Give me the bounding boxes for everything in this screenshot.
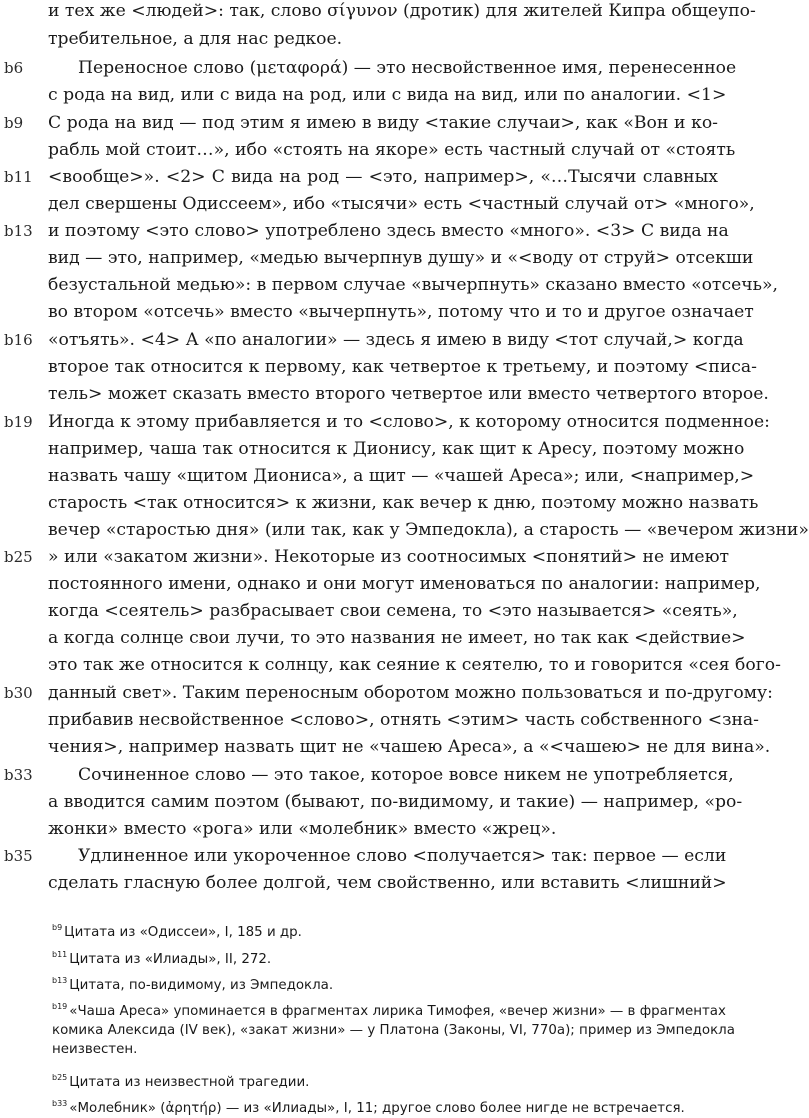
text-line: С рода на вид — под этим я имею в виду <такие случаи>, как «Вон и ко-	[48, 113, 718, 133]
text-line: постоянного имени, однако и они могут именоваться по аналогии: например,	[48, 574, 761, 594]
text-line: во втором «отсечь» вместо «вычерпнуть», потому что и то и другое означает	[48, 302, 754, 322]
margin-line-number: b35	[4, 847, 33, 865]
margin-line-number: b30	[4, 684, 33, 702]
text-line: Переносное слово (μεταφορά) — это несвойственное имя, перенесенное	[78, 58, 737, 78]
text-line: Иногда к этому прибавляется и то <слово>, к которому относится подменное:	[48, 412, 770, 432]
text-line: второе так относится к первому, как четвертое к третьему, и поэтому <писа-	[48, 357, 757, 377]
footnote-text: Цитата из «Илиады», II, 272.	[69, 952, 272, 967]
margin-line-number: b19	[4, 413, 33, 431]
text-line: вечер «старостью дня» (или так, как у Эмпедокла), а старость — «вечером жизни»	[48, 520, 809, 540]
footnote-text: «Чаша Ареса» упоминается в фрагментах лирика Тимофея, «вечер жизни» — в фрагментах	[69, 1004, 726, 1019]
margin-line-number: b11	[4, 168, 33, 186]
footnote-text: «Молебник» (ἀρητήρ) — из «Илиады», I, 11; другое слово более нигде не встречается.	[69, 1101, 685, 1116]
text-line: прибавив несвойственное <слово>, отнять <этим> часть собственного <зна-	[48, 710, 759, 730]
text-line: жонки» вместо «рога» или «молебник» вместо «жрец».	[48, 819, 557, 839]
text-line: Сочиненное слово — это такое, которое вовсе никем не употребляется,	[78, 765, 734, 785]
margin-line-number: b13	[4, 222, 33, 240]
text-line: и поэтому <это слово> употреблено здесь вместо «много». <3> С вида на	[48, 221, 729, 241]
text-line: требительное, а для нас редкое.	[48, 29, 343, 49]
footnote	[52, 1068, 718, 1092]
footnote-ref: b11	[52, 950, 68, 959]
text-line: Удлиненное или укороченное слово <получается> так: первое — если	[78, 846, 727, 866]
margin-line-number: b16	[4, 331, 33, 349]
margin-line-number: b9	[4, 114, 24, 132]
text-line: рабль мой стоит…», ибо «стоять на якоре» есть частный случай от «стоять	[48, 140, 736, 160]
text-line: вид — это, например, «медью вычерпнув душу» и «<воду от струй> отсекши	[48, 248, 754, 268]
text-line: и тех же <людей>: так, слово σίγυνον (дротик) для жителей Кипра общеупо-	[48, 1, 756, 21]
footnote	[52, 918, 718, 942]
margin-line-number: b6	[4, 59, 24, 77]
text-line: тель> может сказать вместо второго четвертое или вместо четвертого второе.	[48, 384, 769, 404]
footnote	[52, 971, 718, 995]
text-line: это так же относится к солнцу, как сеяние к сеятелю, то и говорится «сея бого-	[48, 655, 781, 675]
footnote-text: Цитата, по-видимому, из Эмпедокла.	[69, 978, 334, 993]
text-line: старость <так относится> к жизни, как вечер к дню, поэтому можно назвать	[48, 493, 759, 513]
text-line: <вообще>». <2> С вида на род — <это, например>, «…Тысячи славных	[48, 167, 718, 187]
footnote-text: Цитата из «Одиссеи», I, 185 и др.	[64, 925, 302, 940]
text-line: с рода на вид, или с вида на род, или с вида на вид, или по аналогии. <1>	[48, 85, 727, 105]
footnote-ref: b13	[52, 976, 68, 985]
text-line: » или «закатом жизни». Некоторые из соотносимых <понятий> не имеют	[48, 547, 730, 567]
text-line: назвать чашу «щитом Диониса», а щит — «чашей Ареса»; или, <например,>	[48, 466, 755, 486]
footnote-text: неизвестен.	[52, 1042, 138, 1057]
text-line: а вводится самим поэтом (бывают, по-видимому, и такие) — например, «ро-	[48, 792, 743, 812]
text-line: а когда солнце свои лучи, то это названия не имеет, но так как <действие>	[48, 628, 746, 648]
text-line: когда <сеятель> разбрасывает свои семена, то <это называется> «сеять»,	[48, 601, 738, 621]
footnote-ref: b33	[52, 1099, 68, 1108]
footnote	[52, 1094, 718, 1118]
footnote-text: комика Алексида (IV век), «закат жизни» — у Платона (Законы, VI, 770a); пример из Эмпедокла	[52, 1023, 735, 1038]
text-line: дел свершены Одиссеем», ибо «тысячи» есть <частный случай от> «много»,	[48, 194, 755, 214]
footnote-ref: b25	[52, 1073, 68, 1082]
text-line: безустальной медью»: в первом случае «вычерпнуть» сказано вместо «отсечь»,	[48, 275, 778, 295]
margin-line-number: b25	[4, 548, 33, 566]
footnote-text: Цитата из неизвестной трагедии.	[69, 1075, 310, 1090]
text-line: сделать гласную более долгой, чем свойственно, или вставить <лишний>	[48, 873, 727, 893]
footnote	[52, 945, 718, 969]
text-line: «отъять». <4> А «по аналогии» — здесь я имею в виду <тот случай,> когда	[48, 330, 744, 350]
footnote-ref: b9	[52, 923, 63, 932]
footnote-ref: b19	[52, 1002, 68, 1011]
text-line: например, чаша так относится к Дионису, как щит к Аресу, поэтому можно	[48, 439, 745, 459]
text-line: данный свет». Таким переносным оборотом можно пользоваться и по-другому:	[48, 683, 773, 703]
margin-line-number: b33	[4, 766, 33, 784]
text-line: чения>, например назвать щит не «чашею Ареса», а «<чашею> не для вина».	[48, 737, 771, 757]
footnote	[52, 997, 735, 1059]
